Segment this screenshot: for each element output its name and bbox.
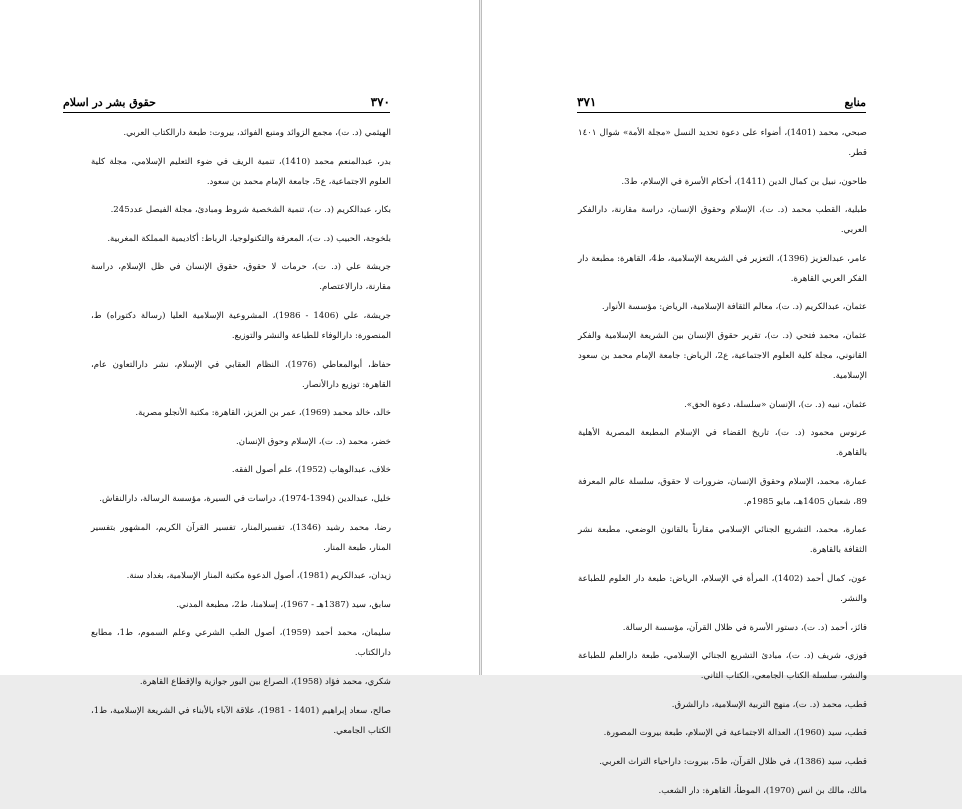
bibliography-entry: عون، كمال أحمد (1402)، المرأة في الإسلام، الرياض: طبعة دار العلوم للطباعة والنشر. xyxy=(578,573,867,604)
bibliography-entry: خليل، عبدالدين (1394-1974)، دراسات في السيرة، مؤسسة الرسالة، دارالنقاش. xyxy=(99,493,391,504)
left-bibliography xyxy=(91,123,391,749)
bibliography-entry: عثمان، عبدالكريم (د. ت)، معالم الثقافة الإسلامية، الرياض: مؤسسة الأنوار. xyxy=(601,302,867,313)
bibliography-entry: رضا، محمد رشيد (1346)، تفسيرالمنار، تفسير القرآن الكريم، المشهور بتفسير المنار، طبعة المنار. xyxy=(91,522,391,553)
bibliography-entry: جريشة علي (د. ت)، حرمات لا حقوق، حقوق الإنسان في ظل الإسلام، دراسة مقارنة، دارالاعتصام. xyxy=(91,262,391,293)
left-page xyxy=(0,0,480,736)
bibliography-entry: صالح، سعاد إبراهيم (1401 - 1981)، علاقة الآباء بالأبناء في الشريعة الإسلامية، ط1، الكتاب الجامعي. xyxy=(91,705,391,736)
bibliography-entry: قطب، سيد (1386)، في ظلال القرآن، ط5، بيروت: داراحياء التراث العربي. xyxy=(599,756,867,767)
bibliography-entry: عثمان، محمد فتحي (د. ت)، تقرير حقوق الإنسان بين الشريعة الإسلامية والفكر القانوني، مجلة كلية العلوم الاجتماعية، ع2، الرياض: جامعة الإمام محمد بن سعود الإسلامية. xyxy=(578,330,867,381)
bibliography-entry: طاحون، نبيل بن كمال الدين (1411)، أحكام الأسرة في الإسلام، ط3. xyxy=(621,176,867,187)
bibliography-entry: فوزي، شريف (د. ت)، مبادئ التشريع الجنائي الإسلامي، طبعة دارالعلم للطباعة والنشر، سلسلة الكتاب الجامعي، الكتاب الثاني. xyxy=(578,651,867,682)
right-page-header xyxy=(577,96,866,113)
bibliography-entry: عمارة، محمد، الإسلام وحقوق الإنسان، ضرورات لا حقوق، سلسلة عالم المعرفة 89، شعبان 1405هـ، مايو 1985م. xyxy=(578,476,867,507)
right-bibliography xyxy=(578,123,867,809)
bibliography-entry: قطب، سيد (1960)، العدالة الاجتماعية في الإسلام، طبعة بيروت المصورة. xyxy=(603,728,867,739)
left-page-header xyxy=(63,96,390,113)
bibliography-entry: طبلية، القطب محمد (د. ت)، الإسلام وحقوق الإنسان، دراسة مقارنة، دارالفكر العربي. xyxy=(578,205,867,236)
bibliography-entry: حفاظ، أبوالمعاطي (1976)، النظام العقابي في الإسلام، نشر دارالتعاون عام، القاهرة: توزيع دارالأنصار. xyxy=(91,359,392,390)
bibliography-entry: بكار، عبدالكريم (د. ت)، تنمية الشخصية شروط ومبادئ، مجلة الفيصل عدد245. xyxy=(110,205,391,216)
bibliography-entry: عثمان، نبيه (د. ت)، الإنسان «سلسلة، دعوة الحق». xyxy=(684,399,867,410)
bibliography-entry: سليمان، محمد أحمد (1959)، أصول الطب الشرعي وعلم السموم، ط1، مطابع دارالكتاب. xyxy=(91,628,391,659)
right-page-number: ٣٧١ xyxy=(577,95,597,109)
bibliography-entry: سابق، سيد (1387هـ - 1967)، إسلامنا، ط2، مطبعة المدني. xyxy=(176,599,391,610)
bibliography-entry: عرنوس محمود (د. ت)، تاريخ القضاء في الإسلام المطبعة المصرية الأهلية بالقاهرة. xyxy=(578,428,867,459)
bibliography-entry: خلاف، عبدالوهاب (1952)، علم أصول الفقه. xyxy=(231,465,391,476)
bibliography-entry: خضر، محمد (د. ت)، الإسلام وحوق الإنسان. xyxy=(236,436,391,447)
right-running-title: منابع xyxy=(844,96,866,109)
left-running-title: حقوق بشر در اسلام xyxy=(63,96,156,109)
bibliography-entry: بدر، عبدالمنعم محمد (1410)، تنمية الريف في ضوء التعليم الإسلامي، مجلة كلية العلوم الاجتماعية، ع5، جامعة الإمام محمد بن سعود. xyxy=(91,156,391,187)
bibliography-entry: صبحي، محمد (1401)، أضواء على دعوة تحديد النسل «مجلة الأمة» شوال ١٤٠١ قطر. xyxy=(578,128,867,158)
bibliography-entry: فائز، أحمد (د. ت)، دستور الأسرة في ظلال القرآن، مؤسسة الرسالة. xyxy=(622,622,867,633)
bibliography-entry: الهيثمي (د. ت)، مجمع الزوائد ومنبع الفوائد، بيروت: طبعة دارالكتاب العربي. xyxy=(123,128,391,138)
bibliography-entry: بلخوجة، الحبيب (د. ت)، المعرفة والتكنولوجيا، الرباط: أكاديمية المملكة المغربية. xyxy=(107,233,391,244)
left-page-number: ٣٧٠ xyxy=(370,95,390,109)
bibliography-entry: عامر، عبدالعزيز (1396)، التعزير في الشريعة الإسلامية، ط4، القاهرة: مطبعة دار الفكر العربي القاهرة. xyxy=(578,253,867,284)
bibliography-entry: عمارة، محمد، التشريع الجنائي الإسلامي مقارناً بالقانون الوضعي، مطبعة نشر الثقافة بالقاهرة. xyxy=(578,525,867,556)
bibliography-entry: مالك، مالك بن انس (1970)، الموطأ، القاهرة: دار الشعب. xyxy=(658,785,867,796)
right-page xyxy=(481,0,962,796)
bibliography-entry: جريشة، علي (1406 - 1986)، المشروعية الإسلامية العليا (رسالة دكتوراه) ط، المنصورة: دارالوفاء للطباعة والنشر والتوزيع. xyxy=(91,310,391,341)
bibliography-entry: زيدان، عبدالكريم (1981)، أصول الدعوة مكتبة المنار الإسلامية، بغداد سنة. xyxy=(126,571,391,582)
bibliography-entry: قطب، محمد (د. ت)، منهج التربية الإسلامية، دارالشرق. xyxy=(671,699,867,710)
bibliography-entry: خالد، خالد محمد (1969)، عمر بن العزيز، القاهرة: مكتبة الأنجلو مصرية. xyxy=(135,408,391,419)
bibliography-entry: شكري، محمد فؤاد (1958)، الصراع بين البور جوازية والإقطاع القاهرة. xyxy=(139,676,391,687)
